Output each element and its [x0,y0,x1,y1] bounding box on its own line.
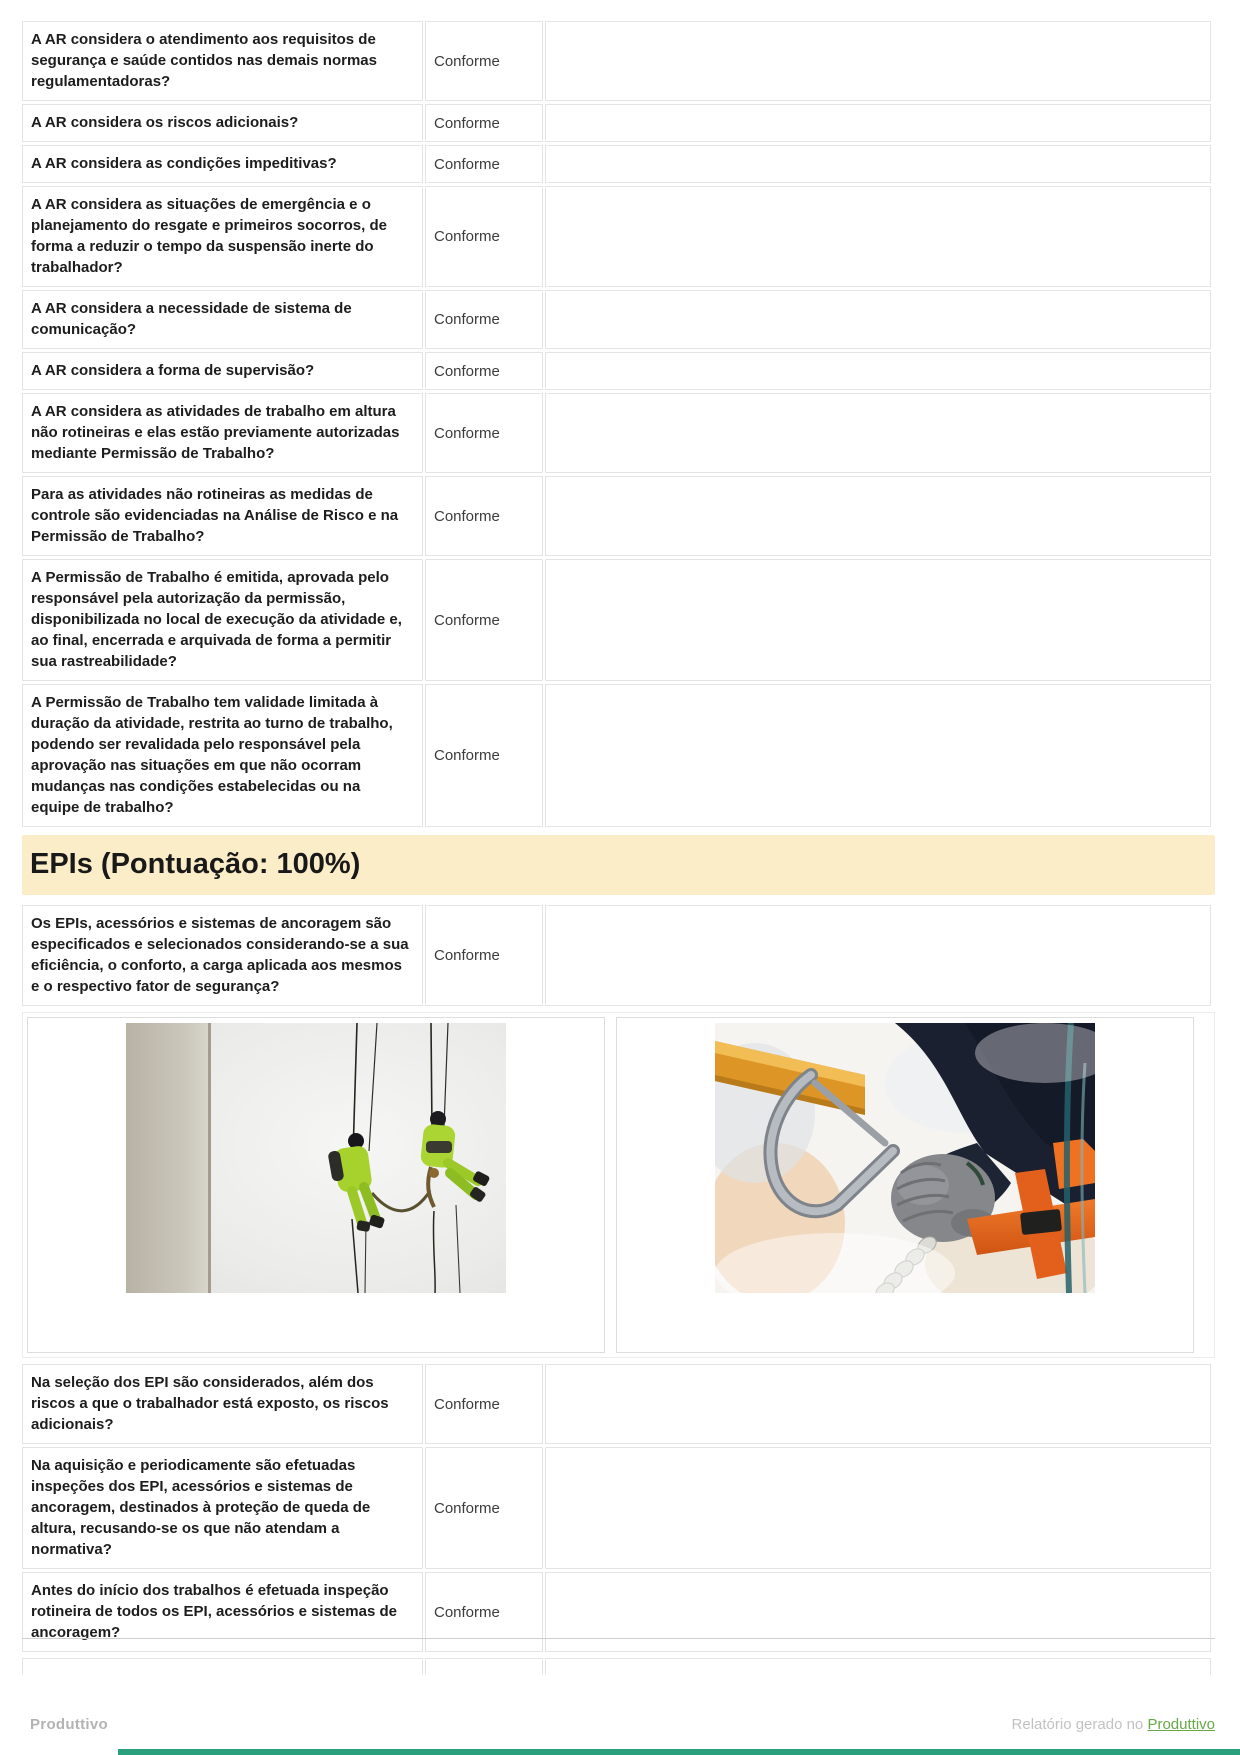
truncated-row [22,1655,1215,1675]
notes-cell [545,905,1211,1006]
footer-brand: Produttivo [30,1716,108,1733]
checklist-row [22,684,1211,827]
question-text: A AR considera os riscos adicionais? [22,104,423,142]
checklist-table-epis-top [20,902,1213,1009]
notes-cell [545,145,1211,183]
question-text: A Permissão de Trabalho é emitida, aprovada pelo responsável pela autorização da permissão, disponibilizada no local de execução da atividade e, ao final, encerrada e arquivada de forma a permitir sua rastreabilidade? [22,559,423,681]
status-value: Conforme [425,1364,543,1444]
produttivo-link[interactable]: Produttivo [1147,1716,1215,1733]
notes-cell [545,476,1211,556]
question-text: A AR considera o atendimento aos requisitos de segurança e saúde contidos nas demais normas regulamentadoras? [22,21,423,101]
notes-cell [545,21,1211,101]
safety-harness-hook-photo [715,1023,1095,1293]
notes-cell [545,1364,1211,1444]
rope-access-workers-photo [126,1023,506,1293]
notes-cell [545,104,1211,142]
checklist-row [22,1364,1211,1444]
notes-cell [545,1572,1211,1652]
status-value: Conforme [425,1572,543,1652]
photo-thumbnail-left[interactable] [27,1017,605,1353]
checklist-row [22,145,1211,183]
status-value: Conforme [425,393,543,473]
question-text: Para as atividades não rotineiras as medidas de controle são evidenciadas na Análise de Risco e na Permissão de Trabalho? [22,476,423,556]
page-footer [30,1716,1215,1733]
checklist-row [22,476,1211,556]
status-value: Conforme [425,290,543,349]
photo-thumbnail-right[interactable] [616,1017,1194,1353]
checklist-table-epis-bottom [20,1361,1213,1655]
status-value: Conforme [425,352,543,390]
notes-cell [545,290,1211,349]
checklist-row [22,1572,1211,1652]
checklist-table-nr [20,18,1213,830]
status-value: Conforme [425,186,543,287]
status-value: Conforme [425,476,543,556]
status-value: Conforme [425,905,543,1006]
checklist-row [22,186,1211,287]
section-title: EPIs (Pontuação: 100%) [30,848,361,880]
notes-cell [545,559,1211,681]
checklist-row [22,1447,1211,1569]
status-value: Conforme [425,145,543,183]
status-value: Conforme [425,21,543,101]
question-text: A Permissão de Trabalho tem validade limitada à duração da atividade, restrita ao turno de trabalho, podendo ser revalidada pelo responsável pela aprovação nas situações em que não ocorram mudanças nas condições estabelecidas ou na equipe de trabalho? [22,684,423,827]
question-text: A AR considera a forma de supervisão? [22,352,423,390]
status-value: Conforme [425,1447,543,1569]
notes-cell [545,1447,1211,1569]
question-text: Na seleção dos EPI são considerados, além dos riscos a que o trabalhador está exposto, os riscos adicionais? [22,1364,423,1444]
question-text: A AR considera as condições impeditivas? [22,145,423,183]
checklist-row [22,352,1211,390]
notes-cell [545,186,1211,287]
notes-cell [545,352,1211,390]
question-text: A AR considera as atividades de trabalho em altura não rotineiras e elas estão previamente autorizadas mediante Permissão de Trabalho? [22,393,423,473]
checklist-row [22,290,1211,349]
checklist-row [22,559,1211,681]
section-header-epis [22,835,1215,895]
status-value: Conforme [425,684,543,827]
notes-cell [545,393,1211,473]
question-text: Os EPIs, acessórios e sistemas de ancoragem são especificados e selecionados considerando-se a sua eficiência, o conforto, a carga aplicada aos mesmos e o respectivo fator de segurança? [22,905,423,1006]
checklist-row [22,21,1211,101]
question-text: Na aquisição e periodicamente são efetuadas inspeções dos EPI, acessórios e sistemas de ancoragem, destinados à proteção de queda de altura, recusando-se os que não atendam a normativa? [22,1447,423,1569]
status-value: Conforme [425,559,543,681]
footer-accent-bar [118,1749,1240,1755]
question-text: Antes do início dos trabalhos é efetuada inspeção rotineira de todos os EPI, acessórios e sistemas de ancoragem? [22,1572,423,1652]
photo-attachments-row [22,1012,1215,1358]
question-text: A AR considera as situações de emergência e o planejamento do resgate e primeiros socorros, de forma a reduzir o tempo da suspensão inerte do trabalhador? [22,186,423,287]
footer-generated [1012,1716,1215,1733]
footer-generated-text: Relatório gerado no [1011,1716,1144,1733]
checklist-row [22,905,1211,1006]
checklist-row [22,104,1211,142]
checklist-row [22,393,1211,473]
status-value: Conforme [425,104,543,142]
notes-cell [545,684,1211,827]
page-end-divider [22,1638,1215,1639]
question-text: A AR considera a necessidade de sistema de comunicação? [22,290,423,349]
